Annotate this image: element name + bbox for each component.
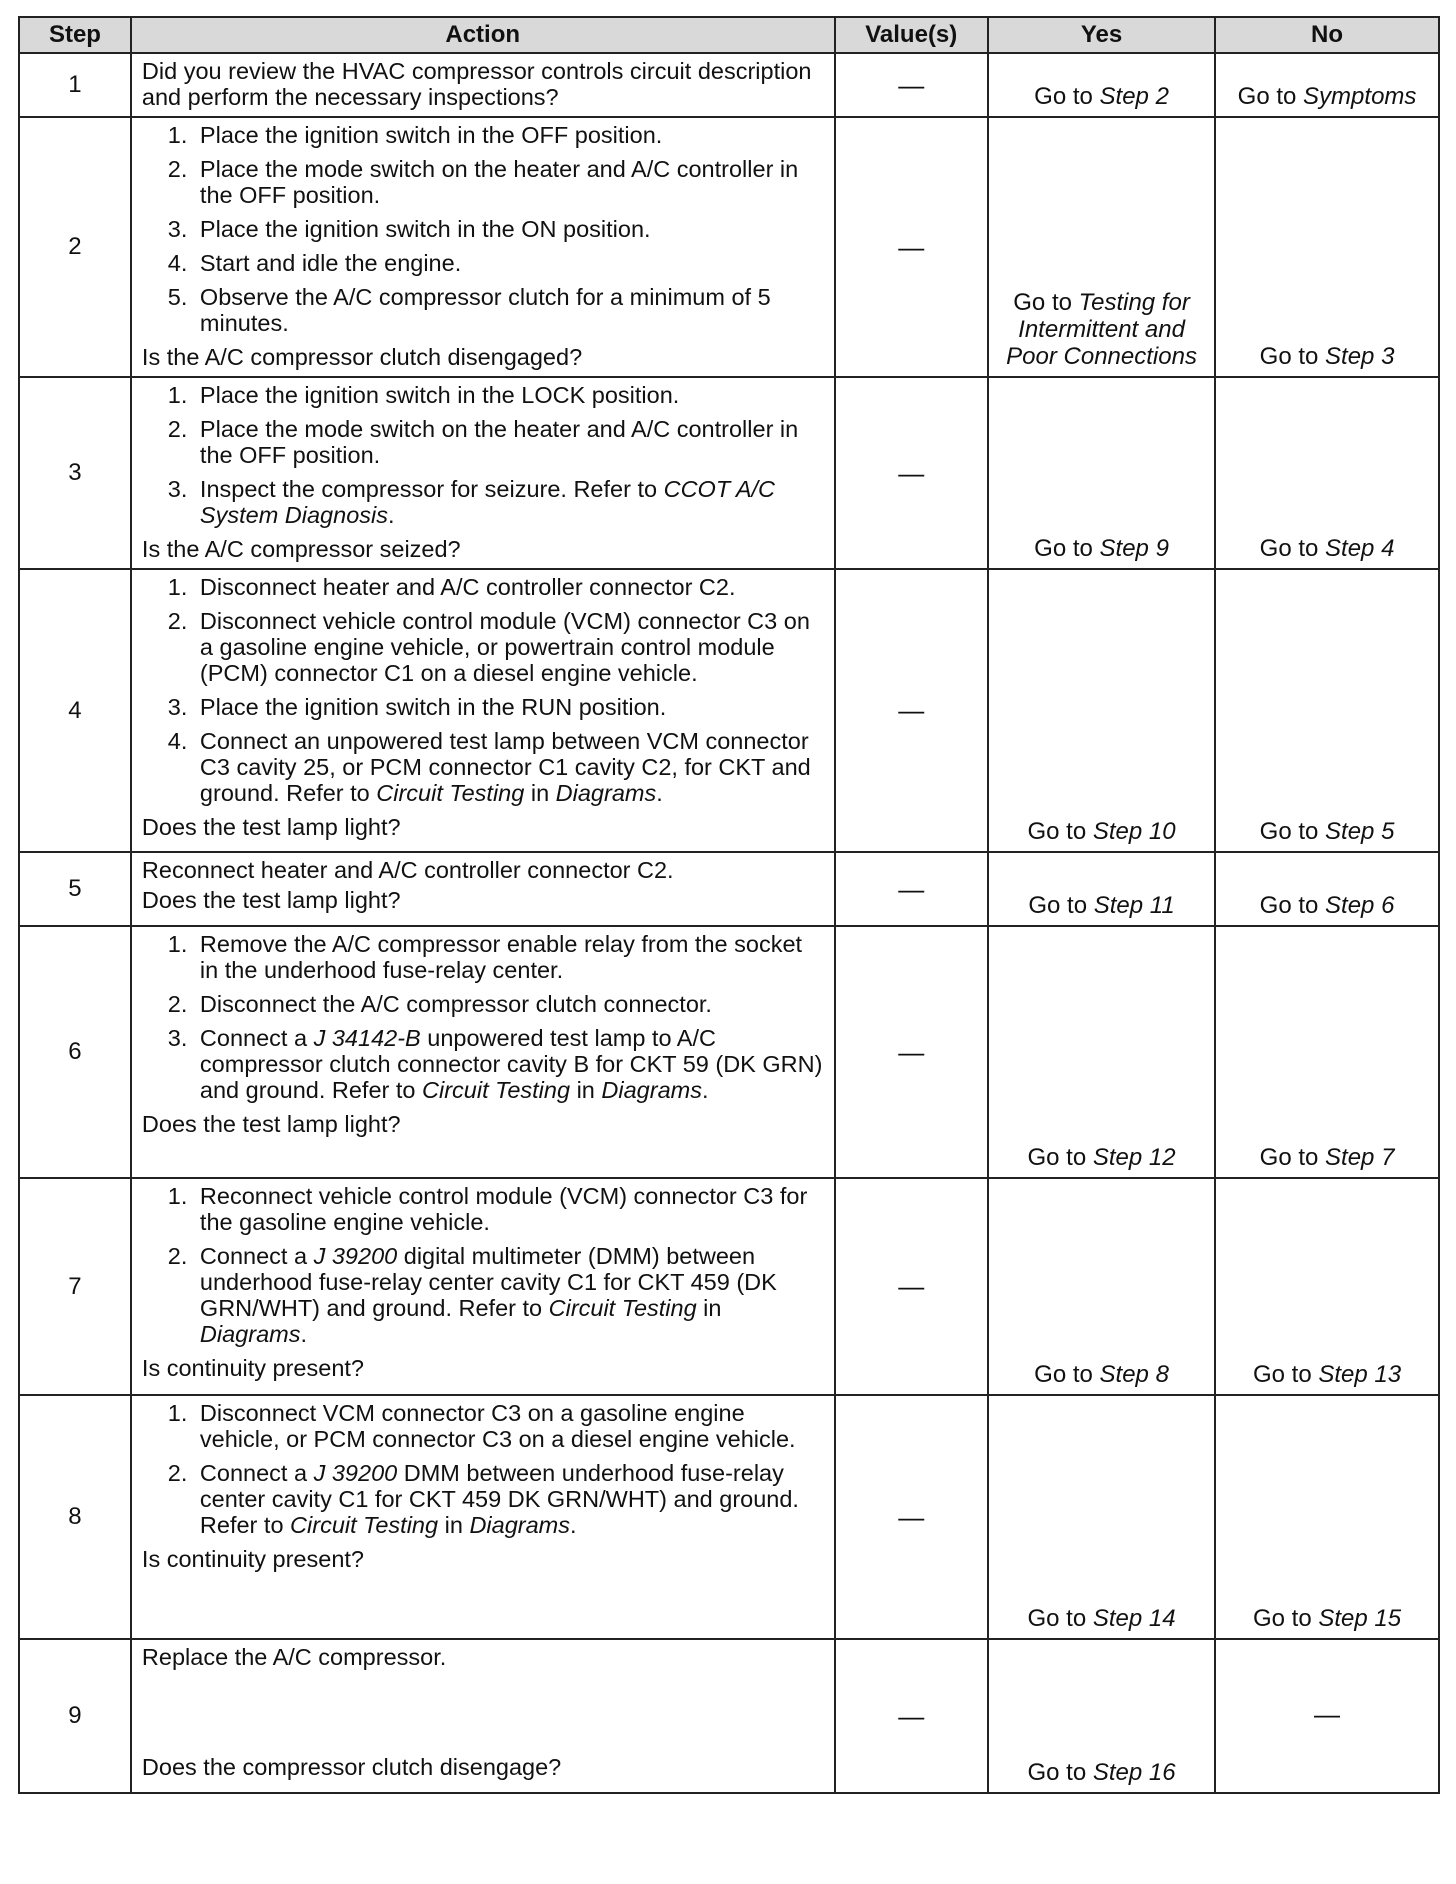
action-item: 1. Disconnect heater and A/C controller connector C2. [194, 574, 826, 600]
yes-cell [988, 1639, 1215, 1793]
step-number: 5 [19, 852, 131, 926]
diagnostic-table [18, 16, 1440, 1794]
goto-prefix: Go to [1034, 535, 1100, 562]
value-cell: — [835, 1639, 989, 1793]
goto-prefix: Go to [1034, 83, 1100, 110]
action-item: 1. Remove the A/C compressor enable relay from the socket in the underhood fuse-relay center. [194, 931, 826, 983]
goto-prefix: Go to [1252, 1605, 1319, 1632]
yes-cell [988, 117, 1215, 377]
blank-space [142, 1674, 826, 1754]
action-cell [131, 1639, 835, 1793]
yes-link[interactable]: Step 9 [1099, 535, 1169, 562]
yes-cell [988, 569, 1215, 852]
action-cell [131, 1395, 835, 1639]
no-link[interactable]: Symptoms [1303, 83, 1417, 110]
goto-prefix: Go to [1027, 818, 1093, 845]
value-cell: — [835, 1178, 989, 1395]
goto-prefix: Go to [1034, 1361, 1100, 1388]
action-item: 4. Start and idle the engine. [194, 250, 826, 276]
action-item: 1. Place the ignition switch in the LOCK position. [194, 382, 826, 408]
table-row [19, 377, 1439, 569]
action-item: 3. Place the ignition switch in the RUN position. [194, 694, 826, 720]
reference-link[interactable]: Diagrams [601, 1077, 702, 1103]
no-link[interactable]: Step 6 [1325, 892, 1395, 919]
action-item: 1. Reconnect vehicle control module (VCM) connector C3 for the gasoline engine vehicle. [194, 1183, 826, 1235]
table-row [19, 117, 1439, 377]
action-item: 3. Place the ignition switch in the ON position. [194, 216, 826, 242]
action-text: in [524, 780, 556, 806]
yes-link[interactable]: Step 8 [1099, 1361, 1169, 1388]
reference-link[interactable]: Circuit Testing [290, 1512, 439, 1538]
action-question: Does the test lamp light? [141, 887, 401, 913]
goto-prefix: Go to [1013, 289, 1079, 316]
yes-cell [988, 53, 1215, 117]
goto-prefix: Go to [1027, 1759, 1093, 1786]
no-cell [1215, 569, 1439, 852]
value-cell: — [835, 1395, 989, 1639]
step-number: 2 [19, 117, 131, 377]
yes-link[interactable]: Step 14 [1092, 1605, 1176, 1632]
yes-cell [988, 1178, 1215, 1395]
action-text: in [438, 1512, 470, 1538]
header-no: No [1215, 17, 1439, 53]
step-number: 7 [19, 1178, 131, 1395]
action-list [142, 1400, 826, 1538]
action-text: digital multimeter (DMM) between underhood fuse-relay center cavity C1 for CKT 459 (DK GRN/WHT) and ground. Refer to [199, 1243, 777, 1321]
action-question: Does the test lamp light? [141, 814, 401, 840]
action-text: unpowered test lamp to A/C compressor clutch connector cavity B for CKT 59 (DK GRN) and ground. Refer to [199, 1025, 823, 1103]
action-item [194, 1025, 826, 1103]
value-cell: — [835, 926, 989, 1178]
action-item: 2. Place the mode switch on the heater and A/C controller in the OFF position. [194, 156, 826, 208]
action-cell [131, 377, 835, 569]
header-row [19, 17, 1439, 53]
tool-reference: J 39200 [313, 1243, 398, 1269]
action-list [142, 931, 826, 1103]
goto-prefix: Go to [1259, 892, 1326, 919]
no-cell: — [1215, 1639, 1439, 1793]
value-cell: — [835, 377, 989, 569]
yes-link[interactable]: Step 10 [1092, 818, 1176, 845]
goto-prefix: Go to [1259, 535, 1326, 562]
table-row [19, 569, 1439, 852]
goto-prefix: Go to [1027, 1605, 1093, 1632]
action-text: in [696, 1295, 722, 1321]
reference-link[interactable]: CCOT A/C System Diagnosis [199, 476, 776, 528]
action-item: 5. Observe the A/C compressor clutch for a minimum of 5 minutes. [194, 284, 826, 336]
punctuation: . [701, 1077, 709, 1103]
no-cell [1215, 377, 1439, 569]
goto-prefix: Go to [1259, 818, 1326, 845]
value-cell: — [835, 569, 989, 852]
yes-cell [988, 852, 1215, 926]
goto-prefix: Go to [1259, 1144, 1326, 1171]
action-cell [131, 53, 835, 117]
action-list [142, 382, 826, 528]
action-item [194, 1243, 826, 1347]
action-item [194, 1460, 826, 1538]
value-cell: — [835, 53, 989, 117]
no-cell [1215, 117, 1439, 377]
no-cell [1215, 1178, 1439, 1395]
punctuation: . [300, 1321, 308, 1347]
reference-link[interactable]: Diagrams [199, 1321, 301, 1347]
action-cell [131, 569, 835, 852]
goto-prefix: Go to [1252, 1361, 1319, 1388]
action-text: DMM between underhood fuse-relay center cavity C1 for CKT 459 DK GRN/WHT) and ground. Refer to [199, 1460, 799, 1538]
action-text: Did you review the HVAC compressor controls circuit description and perform the necessary inspections? [141, 58, 812, 110]
header-step: Step [19, 17, 131, 53]
yes-cell [988, 1395, 1215, 1639]
action-question: Is the A/C compressor clutch disengaged? [141, 344, 583, 370]
goto-prefix: Go to [1028, 892, 1094, 919]
yes-link[interactable]: Step 11 [1093, 892, 1175, 919]
yes-link[interactable]: Step 16 [1092, 1759, 1176, 1786]
punctuation: . [656, 780, 663, 806]
header-action: Action [131, 17, 835, 53]
no-link[interactable]: Step 4 [1325, 535, 1395, 562]
no-link[interactable]: Step 3 [1325, 343, 1395, 370]
tool-reference: J 39200 [313, 1460, 398, 1486]
reference-link[interactable]: Circuit Testing [548, 1295, 697, 1321]
action-text: in [570, 1077, 602, 1103]
action-text: Replace the A/C compressor. [141, 1644, 447, 1670]
tool-reference: J 34142-B [313, 1025, 421, 1051]
table-row [19, 1178, 1439, 1395]
action-item: 1. Place the ignition switch in the OFF position. [194, 122, 826, 148]
action-question: Is the A/C compressor seized? [141, 536, 461, 562]
punctuation: . [388, 502, 395, 528]
action-text: Reconnect heater and A/C controller connector C2. [141, 857, 674, 883]
action-cell [131, 926, 835, 1178]
yes-link[interactable]: Step 2 [1099, 83, 1169, 110]
reference-link[interactable]: Circuit Testing [422, 1077, 571, 1103]
header-values: Value(s) [835, 17, 989, 53]
yes-link[interactable]: Testing for Intermittent and Poor Connections [1006, 289, 1197, 370]
yes-link[interactable]: Step 12 [1092, 1144, 1176, 1171]
table-row [19, 53, 1439, 117]
action-list [142, 1183, 826, 1347]
value-cell: — [835, 852, 989, 926]
table-row [19, 1639, 1439, 1793]
action-cell [131, 117, 835, 377]
action-cell [131, 1178, 835, 1395]
table-row [19, 852, 1439, 926]
action-text: Connect a [199, 1460, 314, 1486]
goto-prefix: Go to [1259, 343, 1326, 370]
action-text: Connect an unpowered test lamp between VCM connector C3 cavity 25, or PCM connector C1 cavity C2, for CKT and ground. Refer to [199, 728, 811, 806]
step-number: 1 [19, 53, 131, 117]
reference-link[interactable]: Diagrams [469, 1512, 570, 1538]
no-cell [1215, 852, 1439, 926]
no-link[interactable]: Step 5 [1325, 818, 1395, 845]
yes-cell [988, 377, 1215, 569]
goto-prefix: Go to [1237, 83, 1304, 110]
action-question: Is continuity present? [141, 1355, 364, 1381]
reference-link[interactable]: Diagrams [555, 780, 657, 806]
action-list [142, 122, 826, 336]
action-item [194, 476, 826, 528]
step-number: 4 [19, 569, 131, 852]
no-cell [1215, 926, 1439, 1178]
no-link[interactable]: Step 7 [1325, 1144, 1395, 1171]
action-question: Is continuity present? [141, 1546, 364, 1572]
no-link[interactable]: Step 13 [1318, 1361, 1402, 1388]
action-text: Connect a [199, 1025, 314, 1051]
header-yes: Yes [988, 17, 1215, 53]
action-item: 1. Disconnect VCM connector C3 on a gasoline engine vehicle, or PCM connector C3 on a diesel engine vehicle. [194, 1400, 826, 1452]
step-number: 8 [19, 1395, 131, 1639]
no-cell [1215, 53, 1439, 117]
no-cell [1215, 1395, 1439, 1639]
action-cell [131, 852, 835, 926]
action-list [142, 574, 826, 806]
goto-prefix: Go to [1027, 1144, 1093, 1171]
step-number: 3 [19, 377, 131, 569]
no-link[interactable]: Step 15 [1318, 1605, 1402, 1632]
step-number: 9 [19, 1639, 131, 1793]
action-item [194, 728, 826, 806]
punctuation: . [570, 1512, 577, 1538]
action-question: Does the test lamp light? [141, 1111, 401, 1137]
action-text: Inspect the compressor for seizure. Refer to [199, 476, 664, 502]
yes-cell [988, 926, 1215, 1178]
reference-link[interactable]: Circuit Testing [376, 780, 525, 806]
action-item: 2. Disconnect vehicle control module (VCM) connector C3 on a gasoline engine vehicle, or powertrain control module (PCM) connector C1 on a diesel engine vehicle. [194, 608, 826, 686]
value-cell: — [835, 117, 989, 377]
action-item: 2. Disconnect the A/C compressor clutch connector. [194, 991, 826, 1017]
action-text: Connect a [199, 1243, 314, 1269]
table-row [19, 1395, 1439, 1639]
action-question: Does the compressor clutch disengage? [141, 1754, 562, 1780]
action-item: 2. Place the mode switch on the heater and A/C controller in the OFF position. [194, 416, 826, 468]
step-number: 6 [19, 926, 131, 1178]
table-row [19, 926, 1439, 1178]
